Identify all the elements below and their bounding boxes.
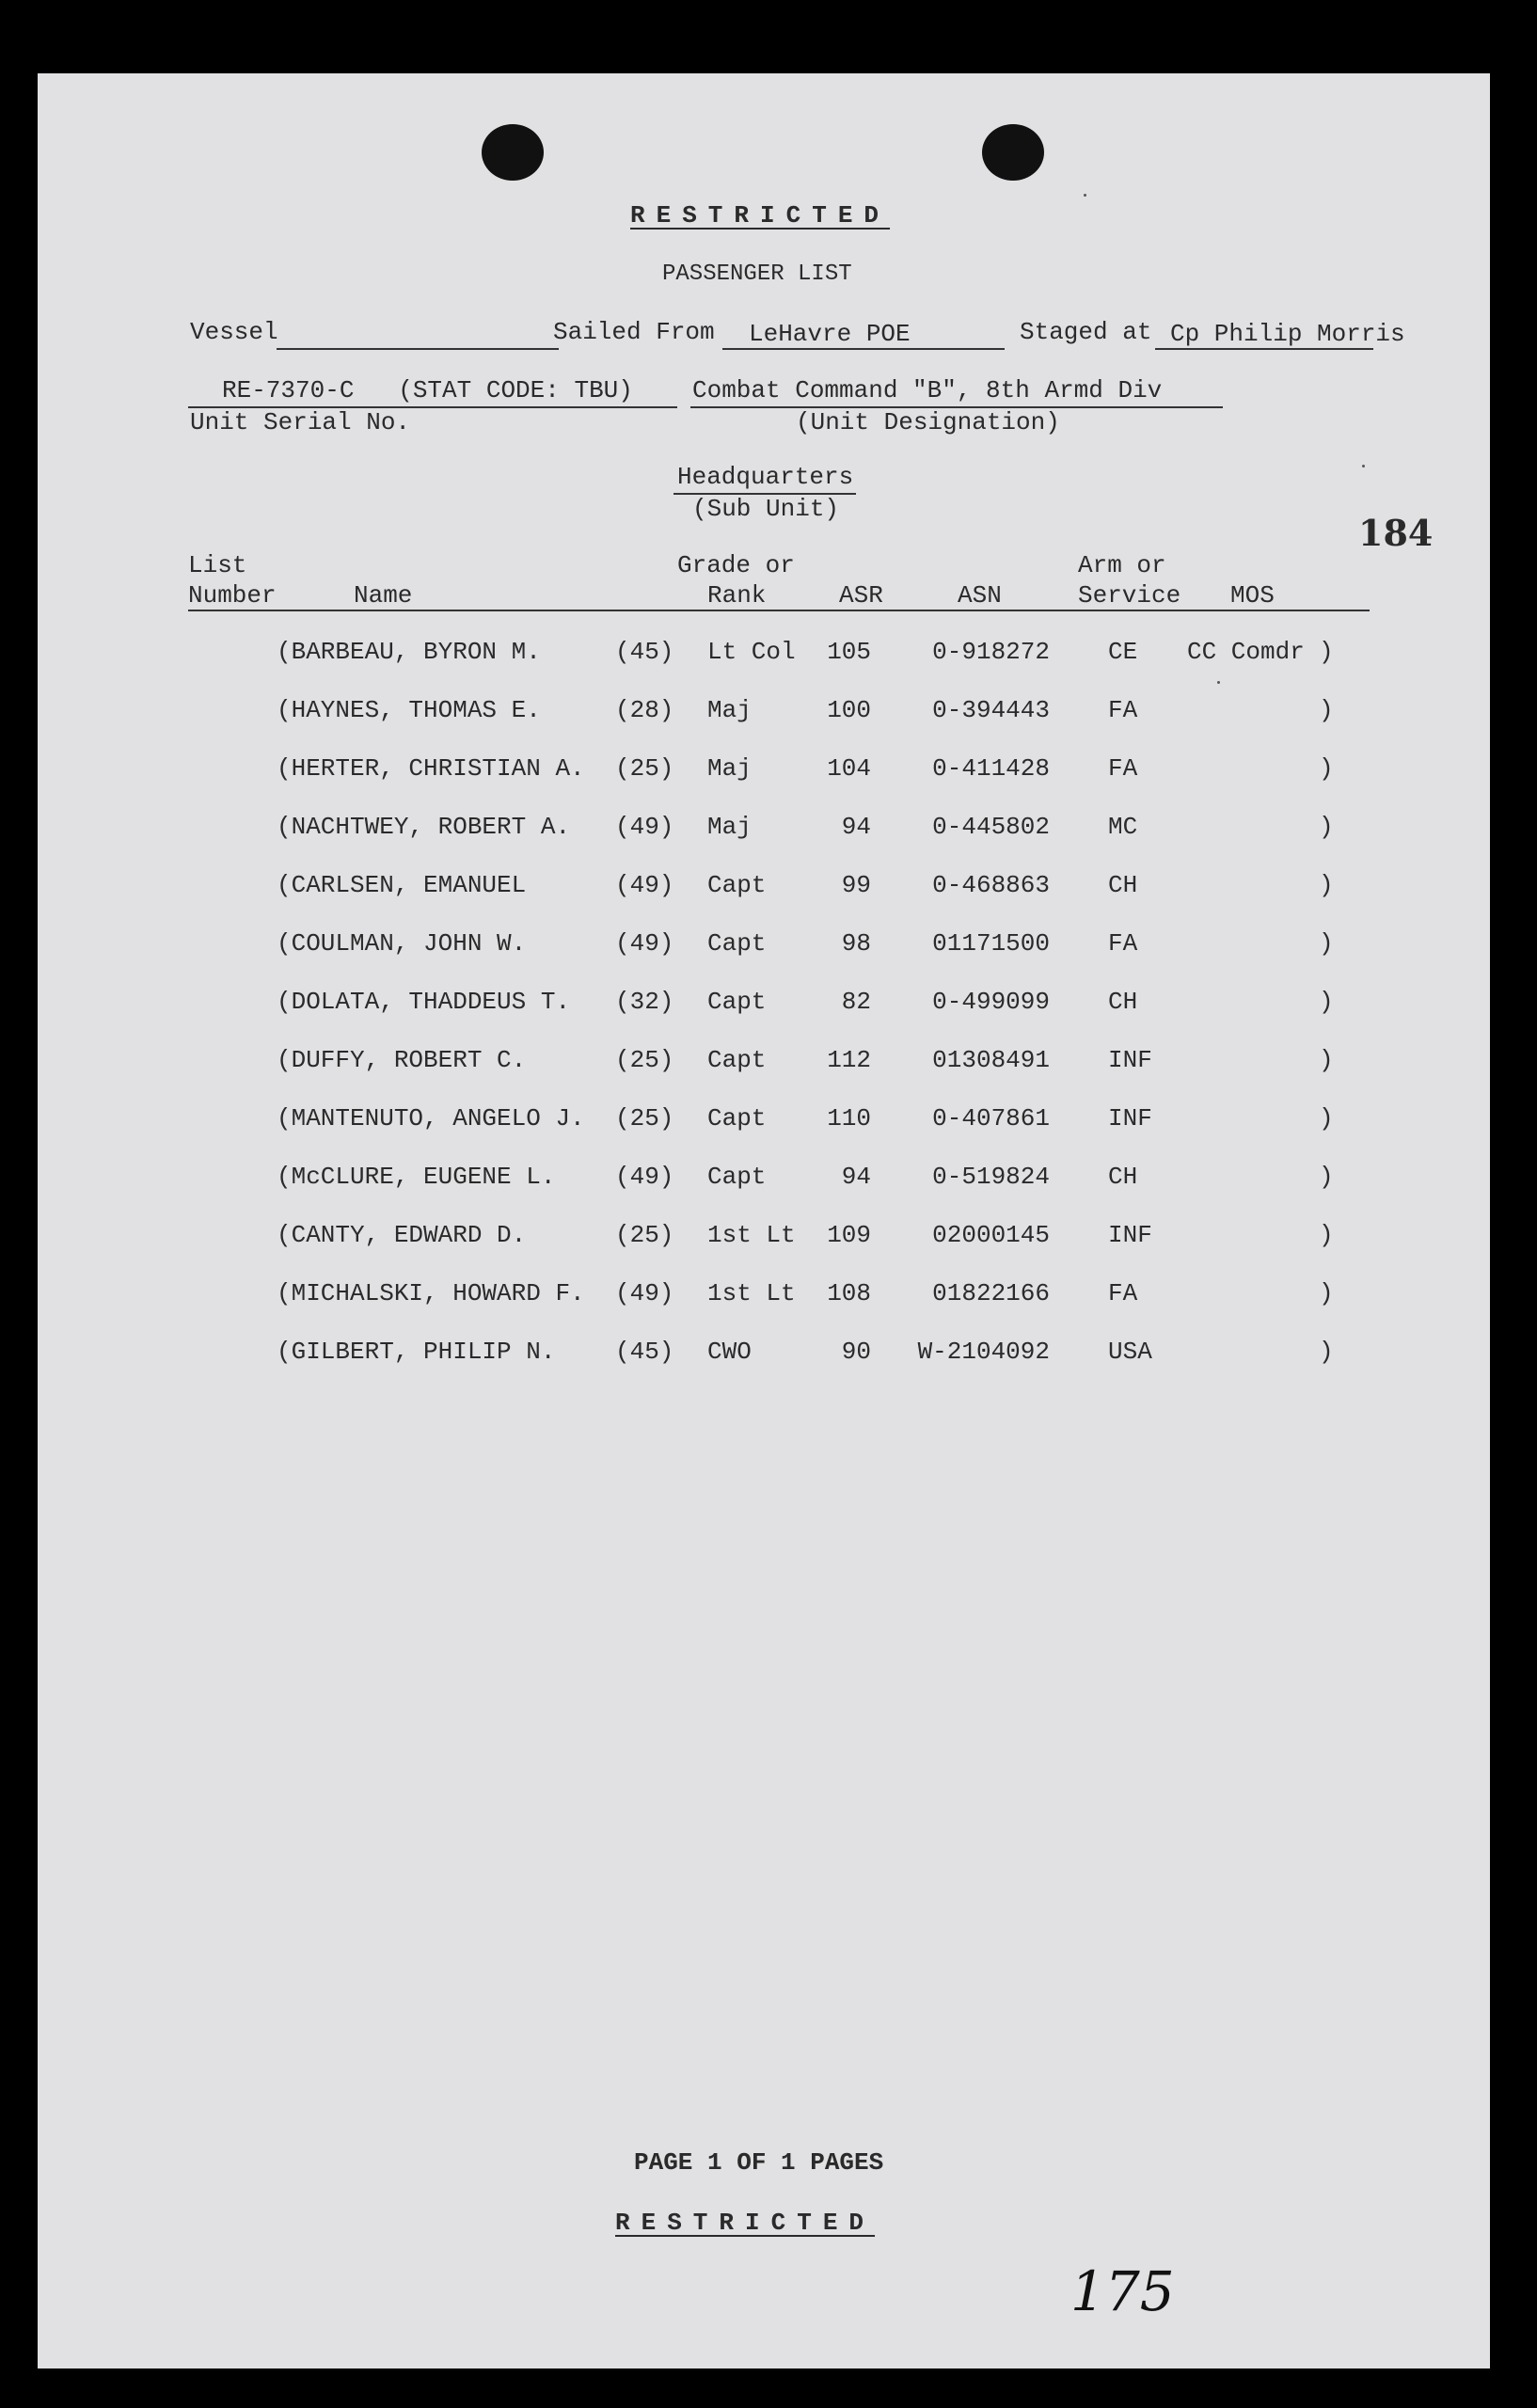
speck — [1362, 465, 1365, 467]
cell-asn: 0-445802 — [932, 813, 1050, 841]
vessel-label: Vessel — [190, 318, 278, 346]
table-row — [38, 813, 1490, 850]
cell-asr: 108 — [827, 1279, 871, 1307]
cell-close: ) — [1319, 871, 1334, 899]
cell-age: (49) — [615, 929, 674, 958]
cell-mos: CC Comdr — [1187, 638, 1305, 666]
cell-age: (28) — [615, 696, 674, 724]
cell-asn: 0-918272 — [932, 638, 1050, 666]
table-row — [38, 988, 1490, 1025]
handwritten-number: 175 — [1070, 2259, 1175, 2323]
cell-age: (25) — [615, 1046, 674, 1074]
col-mos: MOS — [1230, 581, 1275, 610]
cell-name: (NACHTWEY, ROBERT A. — [277, 813, 571, 841]
cell-name: (GILBERT, PHILIP N. — [277, 1338, 556, 1366]
cell-asn: 01822166 — [932, 1279, 1050, 1307]
col-list-number-1: List — [188, 551, 247, 579]
cell-rank: Capt — [707, 988, 767, 1016]
cell-name: (COULMAN, JOHN W. — [277, 929, 527, 958]
cell-arm: CH — [1108, 988, 1138, 1016]
cell-arm: FA — [1108, 1279, 1138, 1307]
cell-asr: 105 — [827, 638, 871, 666]
cell-rank: Maj — [707, 696, 752, 724]
restricted-heading-top: RESTRICTED — [630, 201, 891, 230]
cell-age: (49) — [615, 1279, 674, 1307]
cell-arm: CH — [1108, 871, 1138, 899]
cell-asn: 0-411428 — [932, 754, 1050, 783]
sub-unit-value: Headquarters — [677, 463, 854, 491]
cell-age: (25) — [615, 1104, 674, 1133]
cell-asr: 94 — [841, 813, 871, 841]
cell-age: (25) — [615, 754, 674, 783]
col-arm-1: Arm or — [1078, 551, 1166, 579]
cell-close: ) — [1319, 1163, 1334, 1191]
cell-name: (DUFFY, ROBERT C. — [277, 1046, 527, 1074]
restricted-heading-bottom: RESTRICTED — [615, 2209, 876, 2237]
table-row — [38, 638, 1490, 675]
cell-asr: 110 — [827, 1104, 871, 1133]
cell-close: ) — [1319, 1104, 1334, 1133]
sailed-from-line — [722, 348, 1005, 350]
cell-age: (49) — [615, 813, 674, 841]
table-row — [38, 1046, 1490, 1084]
cell-name: (McCLURE, EUGENE L. — [277, 1163, 556, 1191]
cell-asr: 98 — [841, 929, 871, 958]
vessel-blank-line — [277, 348, 559, 350]
staged-at-line — [1155, 348, 1373, 350]
document-title: PASSENGER LIST — [662, 261, 852, 287]
cell-name: (DOLATA, THADDEUS T. — [277, 988, 571, 1016]
cell-asr: 112 — [827, 1046, 871, 1074]
cell-name: (MANTENUTO, ANGELO J. — [277, 1104, 585, 1133]
cell-asn: 0-519824 — [932, 1163, 1050, 1191]
cell-rank: Capt — [707, 929, 767, 958]
cell-arm: MC — [1108, 813, 1138, 841]
cell-asn: 01171500 — [932, 929, 1050, 958]
sub-unit-label: (Sub Unit) — [692, 495, 840, 523]
cell-arm: FA — [1108, 929, 1138, 958]
col-grade-1: Grade or — [677, 551, 795, 579]
col-asr: ASR — [839, 581, 883, 610]
cell-close: ) — [1319, 988, 1334, 1016]
cell-age: (49) — [615, 871, 674, 899]
cell-age: (49) — [615, 1163, 674, 1191]
cell-close: ) — [1319, 1338, 1334, 1366]
cell-arm: CE — [1108, 638, 1138, 666]
col-grade-2: Rank — [707, 581, 767, 610]
cell-name: (MICHALSKI, HOWARD F. — [277, 1279, 585, 1307]
cell-rank: Capt — [707, 1046, 767, 1074]
cell-close: ) — [1319, 813, 1334, 841]
col-asn: ASN — [958, 581, 1002, 610]
cell-arm: INF — [1108, 1046, 1152, 1074]
cell-name: (HAYNES, THOMAS E. — [277, 696, 541, 724]
speck — [1217, 681, 1220, 684]
cell-asr: 94 — [841, 1163, 871, 1191]
cell-rank: Capt — [707, 1104, 767, 1133]
cell-age: (32) — [615, 988, 674, 1016]
cell-arm: USA — [1108, 1338, 1152, 1366]
staged-at-value: Cp Philip Morris — [1170, 320, 1405, 348]
cell-arm: FA — [1108, 754, 1138, 783]
cell-age: (25) — [615, 1221, 674, 1249]
cell-close: ) — [1319, 754, 1334, 783]
cell-close: ) — [1319, 1279, 1334, 1307]
cell-arm: FA — [1108, 696, 1138, 724]
cell-arm: CH — [1108, 1163, 1138, 1191]
punch-hole-right — [982, 124, 1044, 181]
cell-name: (CARLSEN, EMANUEL — [277, 871, 527, 899]
cell-asr: 82 — [841, 988, 871, 1016]
cell-name: (CANTY, EDWARD D. — [277, 1221, 527, 1249]
cell-asn: 0-407861 — [932, 1104, 1050, 1133]
cell-arm: INF — [1108, 1221, 1152, 1249]
staged-at-label: Staged at — [1020, 318, 1152, 346]
unit-designation-label: (Unit Designation) — [796, 408, 1060, 436]
cell-asn: 0-468863 — [932, 871, 1050, 899]
speck — [1084, 194, 1086, 197]
table-row — [38, 1163, 1490, 1200]
table-row — [38, 871, 1490, 909]
cell-asr: 90 — [841, 1338, 871, 1366]
table-row — [38, 929, 1490, 967]
cell-asr: 104 — [827, 754, 871, 783]
cell-age: (45) — [615, 638, 674, 666]
cell-age: (45) — [615, 1338, 674, 1366]
cell-asn: 02000145 — [932, 1221, 1050, 1249]
cell-rank: Maj — [707, 813, 752, 841]
table-row — [38, 1279, 1490, 1317]
cell-asr: 109 — [827, 1221, 871, 1249]
table-row — [38, 1221, 1490, 1259]
cell-rank: Capt — [707, 1163, 767, 1191]
cell-rank: 1st Lt — [707, 1221, 796, 1249]
table-row — [38, 1104, 1490, 1142]
table-row — [38, 754, 1490, 792]
col-list-number-2: Number — [188, 581, 277, 610]
punch-hole-left — [482, 124, 544, 181]
cell-asr: 99 — [841, 871, 871, 899]
col-name: Name — [354, 581, 413, 610]
page-info: PAGE 1 OF 1 PAGES — [634, 2148, 884, 2177]
cell-rank: Maj — [707, 754, 752, 783]
cell-close: ) — [1319, 638, 1334, 666]
cell-asn: W-2104092 — [917, 1338, 1050, 1366]
cell-name: (HERTER, CHRISTIAN A. — [277, 754, 585, 783]
cell-rank: CWO — [707, 1338, 752, 1366]
cell-close: ) — [1319, 1221, 1334, 1249]
cell-close: ) — [1319, 1046, 1334, 1074]
col-arm-2: Service — [1078, 581, 1181, 610]
cell-close: ) — [1319, 696, 1334, 724]
document-page — [38, 73, 1490, 2368]
cell-arm: INF — [1108, 1104, 1152, 1133]
cell-rank: Lt Col — [707, 638, 796, 666]
sailed-from-label: Sailed From — [553, 318, 715, 346]
cell-asn: 0-499099 — [932, 988, 1050, 1016]
unit-serial-label: Unit Serial No. — [190, 408, 411, 436]
cell-asr: 100 — [827, 696, 871, 724]
header-rule — [188, 610, 1370, 611]
cell-asn: 0-394443 — [932, 696, 1050, 724]
cell-name: (BARBEAU, BYRON M. — [277, 638, 541, 666]
sailed-from-value: LeHavre POE — [749, 320, 911, 348]
cell-rank: Capt — [707, 871, 767, 899]
cell-asn: 01308491 — [932, 1046, 1050, 1074]
unit-designation-value: Combat Command "B", 8th Armd Div — [692, 376, 1163, 404]
cell-rank: 1st Lt — [707, 1279, 796, 1307]
table-row — [38, 1338, 1490, 1375]
page-number-stamp: 184 — [1358, 512, 1434, 554]
unit-serial-value: RE-7370-C (STAT CODE: TBU) — [222, 376, 633, 404]
cell-close: ) — [1319, 929, 1334, 958]
table-row — [38, 696, 1490, 734]
